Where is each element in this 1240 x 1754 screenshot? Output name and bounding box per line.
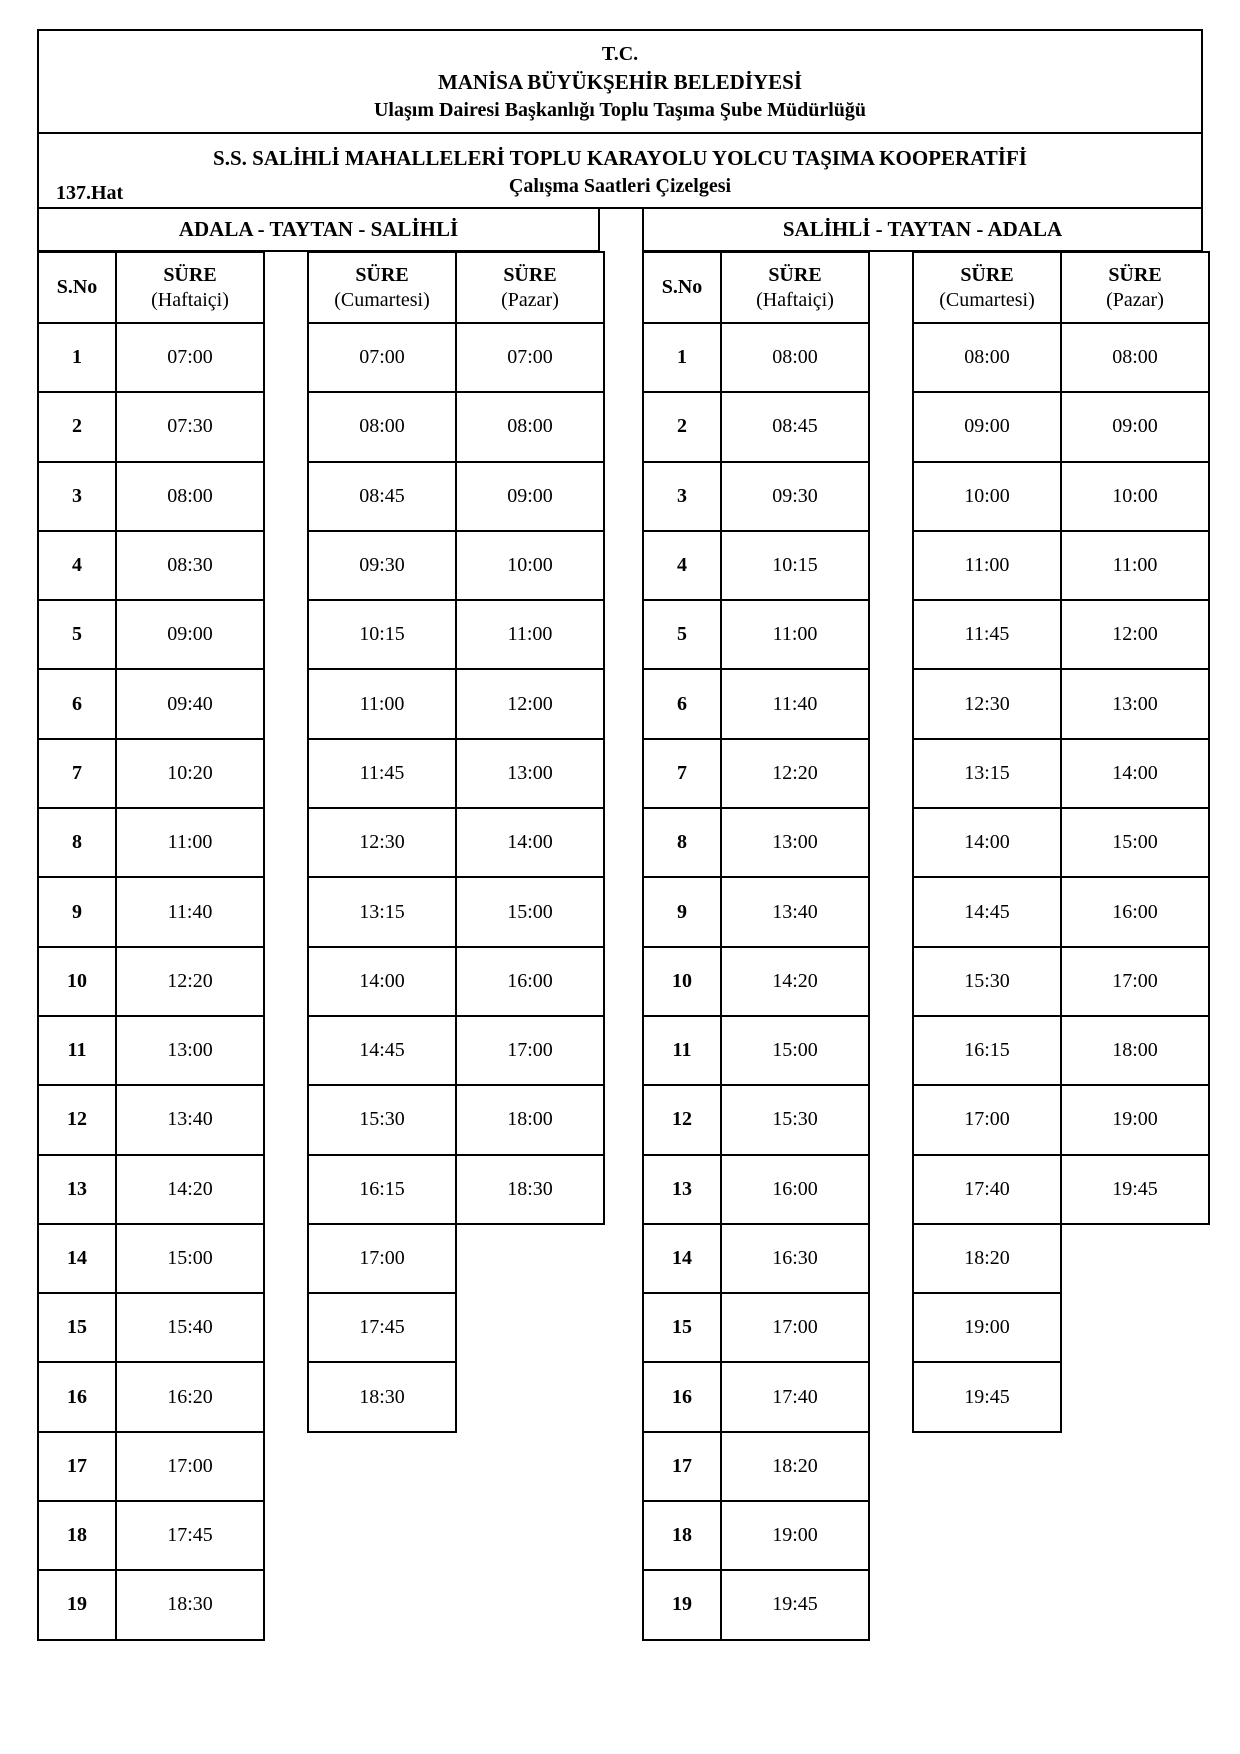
- weekday-time: 07:30: [116, 392, 264, 461]
- table-row: [38, 1501, 604, 1570]
- weekday-time: 08:45: [721, 392, 869, 461]
- row-number: 6: [643, 669, 721, 738]
- weekday-time: 17:40: [721, 1362, 869, 1431]
- row-number: 12: [643, 1085, 721, 1154]
- column-gap: [869, 252, 913, 323]
- column-head-sno: S.No: [643, 252, 721, 323]
- weekday-time: 12:20: [721, 739, 869, 808]
- empty-cell: [1061, 1570, 1209, 1639]
- weekday-time: 19:00: [721, 1501, 869, 1570]
- weekday-time: 13:40: [721, 877, 869, 946]
- column-gap: [264, 531, 308, 600]
- empty-cell: [308, 1432, 456, 1501]
- column-head-day: (Pazar): [1106, 288, 1164, 311]
- column-head-day: (Haftaiçi): [151, 288, 229, 311]
- column-gap: [264, 323, 308, 392]
- column-head-sure: SÜRE: [768, 263, 822, 286]
- column-gap: [869, 1501, 913, 1570]
- sunday-time: 15:00: [1061, 808, 1209, 877]
- empty-cell: [456, 1501, 604, 1570]
- weekday-time: 17:00: [721, 1293, 869, 1362]
- table-row: [643, 323, 1209, 392]
- weekday-time: 10:20: [116, 739, 264, 808]
- table-row: [38, 1224, 604, 1293]
- column-gap: [264, 1085, 308, 1154]
- column-gap: [264, 1501, 308, 1570]
- table-row: [643, 1570, 1209, 1639]
- sunday-time: 14:00: [1061, 739, 1209, 808]
- table-row: [38, 1293, 604, 1362]
- column-head-day: (Cumartesi): [334, 288, 430, 311]
- table-row: [38, 808, 604, 877]
- column-head-sure: SÜRE: [960, 263, 1014, 286]
- row-number: 7: [38, 739, 116, 808]
- column-head-weekday: [116, 252, 264, 323]
- row-number: 6: [38, 669, 116, 738]
- column-head-sure: SÜRE: [355, 263, 409, 286]
- weekday-time: 14:20: [721, 947, 869, 1016]
- empty-cell: [456, 1432, 604, 1501]
- row-number: 5: [643, 600, 721, 669]
- saturday-time: 11:45: [308, 739, 456, 808]
- weekday-time: 15:00: [116, 1224, 264, 1293]
- saturday-time: 11:00: [913, 531, 1061, 600]
- table-row: [38, 1085, 604, 1154]
- empty-cell: [1061, 1224, 1209, 1293]
- row-number: 17: [38, 1432, 116, 1501]
- weekday-time: 09:40: [116, 669, 264, 738]
- table-row: [38, 600, 604, 669]
- sunday-time: 10:00: [456, 531, 604, 600]
- weekday-time: 09:00: [116, 600, 264, 669]
- table-header-row: [38, 252, 604, 323]
- table-row: [643, 1155, 1209, 1224]
- row-number: 16: [643, 1362, 721, 1431]
- row-number: 8: [643, 808, 721, 877]
- column-head-saturday: [913, 252, 1061, 323]
- column-gap: [264, 600, 308, 669]
- row-number: 19: [643, 1570, 721, 1639]
- column-head-sure: SÜRE: [503, 263, 557, 286]
- table-row: [643, 947, 1209, 1016]
- column-gap: [869, 392, 913, 461]
- row-number: 12: [38, 1085, 116, 1154]
- column-gap: [869, 877, 913, 946]
- weekday-time: 17:45: [116, 1501, 264, 1570]
- column-gap: [869, 1570, 913, 1639]
- weekday-time: 15:00: [721, 1016, 869, 1085]
- saturday-time: 07:00: [308, 323, 456, 392]
- weekday-time: 08:30: [116, 531, 264, 600]
- sunday-time: 17:00: [1061, 947, 1209, 1016]
- saturday-time: 09:30: [308, 531, 456, 600]
- column-gap: [869, 600, 913, 669]
- table-row: [643, 462, 1209, 531]
- empty-cell: [456, 1224, 604, 1293]
- sunday-time: 17:00: [456, 1016, 604, 1085]
- table-row: [38, 1362, 604, 1431]
- empty-cell: [456, 1362, 604, 1431]
- row-number: 3: [38, 462, 116, 531]
- row-number: 15: [38, 1293, 116, 1362]
- empty-cell: [1061, 1501, 1209, 1570]
- table-row: [38, 669, 604, 738]
- column-head-sunday: [456, 252, 604, 323]
- column-gap: [264, 1570, 308, 1639]
- saturday-time: 11:45: [913, 600, 1061, 669]
- column-gap: [869, 947, 913, 1016]
- header-line-3: Ulaşım Dairesi Başkanlığı Toplu Taşıma Şube Müdürlüğü: [373, 99, 867, 121]
- column-gap: [264, 1293, 308, 1362]
- saturday-time: 10:00: [913, 462, 1061, 531]
- saturday-time: 17:00: [308, 1224, 456, 1293]
- sunday-time: 19:45: [1061, 1155, 1209, 1224]
- sunday-time: 19:00: [1061, 1085, 1209, 1154]
- table-row: [643, 600, 1209, 669]
- empty-cell: [913, 1432, 1061, 1501]
- cooperative-title: S.S. SALİHLİ MAHALLELERİ TOPLU KARAYOLU YOLCU TAŞIMA KOOPERATİFİ: [213, 146, 1027, 170]
- table-row: [643, 1362, 1209, 1431]
- row-number: 9: [643, 877, 721, 946]
- row-number: 11: [38, 1016, 116, 1085]
- saturday-time: 14:00: [913, 808, 1061, 877]
- schedule-title: Çalışma Saatleri Çizelgesi: [508, 175, 732, 197]
- row-number: 2: [38, 392, 116, 461]
- column-gap: [264, 808, 308, 877]
- row-number: 14: [643, 1224, 721, 1293]
- table-row: [38, 531, 604, 600]
- row-number: 16: [38, 1362, 116, 1431]
- column-head-sunday: [1061, 252, 1209, 323]
- empty-cell: [308, 1570, 456, 1639]
- table-row: [643, 1016, 1209, 1085]
- sunday-time: 07:00: [456, 323, 604, 392]
- table-row: [643, 1293, 1209, 1362]
- column-gap: [869, 808, 913, 877]
- row-number: 5: [38, 600, 116, 669]
- table-row: [38, 1432, 604, 1501]
- row-number: 17: [643, 1432, 721, 1501]
- saturday-time: 19:45: [913, 1362, 1061, 1431]
- schedule-table-left: [37, 251, 605, 1641]
- sunday-time: 18:30: [456, 1155, 604, 1224]
- row-number: 11: [643, 1016, 721, 1085]
- table-row: [643, 1501, 1209, 1570]
- row-number: 10: [643, 947, 721, 1016]
- sunday-time: 12:00: [456, 669, 604, 738]
- table-row: [38, 1570, 604, 1639]
- weekday-time: 15:30: [721, 1085, 869, 1154]
- table-row: [38, 1016, 604, 1085]
- saturday-time: 14:45: [913, 877, 1061, 946]
- empty-cell: [1061, 1432, 1209, 1501]
- empty-cell: [913, 1570, 1061, 1639]
- row-number: 3: [643, 462, 721, 531]
- weekday-time: 13:00: [721, 808, 869, 877]
- table-row: [643, 739, 1209, 808]
- saturday-time: 10:15: [308, 600, 456, 669]
- column-gap: [264, 392, 308, 461]
- weekday-time: 11:40: [116, 877, 264, 946]
- saturday-time: 13:15: [913, 739, 1061, 808]
- row-number: 2: [643, 392, 721, 461]
- schedule-table-right: [642, 251, 1210, 1641]
- column-gap: [264, 1016, 308, 1085]
- column-head-saturday: [308, 252, 456, 323]
- column-gap: [264, 252, 308, 323]
- sunday-time: 10:00: [1061, 462, 1209, 531]
- row-number: 9: [38, 877, 116, 946]
- column-gap: [869, 1224, 913, 1293]
- line-number: 137.Hat: [56, 182, 124, 204]
- weekday-time: 16:20: [116, 1362, 264, 1431]
- saturday-time: 13:15: [308, 877, 456, 946]
- sunday-time: 12:00: [1061, 600, 1209, 669]
- column-head-sure: SÜRE: [163, 263, 217, 286]
- column-head-day: (Haftaiçi): [756, 288, 834, 311]
- row-number: 19: [38, 1570, 116, 1639]
- row-number: 14: [38, 1224, 116, 1293]
- subheader-box: [37, 132, 1203, 209]
- column-gap: [264, 739, 308, 808]
- column-gap: [869, 1432, 913, 1501]
- sunday-time: 16:00: [1061, 877, 1209, 946]
- route-title-left: ADALA - TAYTAN - SALİHLİ: [37, 207, 600, 252]
- column-head-day: (Cumartesi): [939, 288, 1035, 311]
- row-number: 4: [38, 531, 116, 600]
- row-number: 8: [38, 808, 116, 877]
- weekday-time: 17:00: [116, 1432, 264, 1501]
- empty-cell: [1061, 1362, 1209, 1431]
- sunday-time: 18:00: [1061, 1016, 1209, 1085]
- table-row: [38, 947, 604, 1016]
- sunday-time: 09:00: [1061, 392, 1209, 461]
- column-gap: [869, 1016, 913, 1085]
- saturday-time: 16:15: [913, 1016, 1061, 1085]
- saturday-time: 19:00: [913, 1293, 1061, 1362]
- weekday-time: 12:20: [116, 947, 264, 1016]
- sunday-time: 09:00: [456, 462, 604, 531]
- sunday-time: 13:00: [456, 739, 604, 808]
- weekday-time: 16:00: [721, 1155, 869, 1224]
- saturday-time: 17:45: [308, 1293, 456, 1362]
- table-row: [643, 1224, 1209, 1293]
- row-number: 1: [38, 323, 116, 392]
- weekday-time: 14:20: [116, 1155, 264, 1224]
- column-gap: [869, 323, 913, 392]
- saturday-time: 12:30: [308, 808, 456, 877]
- route-title-right: SALİHLİ - TAYTAN - ADALA: [642, 207, 1203, 252]
- row-number: 13: [643, 1155, 721, 1224]
- saturday-time: 18:30: [308, 1362, 456, 1431]
- column-gap: [869, 1293, 913, 1362]
- weekday-time: 11:00: [116, 808, 264, 877]
- weekday-time: 08:00: [116, 462, 264, 531]
- header-line-2: MANİSA BÜYÜKŞEHİR BELEDİYESİ: [437, 70, 803, 94]
- sunday-time: 15:00: [456, 877, 604, 946]
- column-gap: [869, 462, 913, 531]
- column-gap: [869, 531, 913, 600]
- column-gap: [264, 1362, 308, 1431]
- weekday-time: 18:30: [116, 1570, 264, 1639]
- saturday-time: 15:30: [308, 1085, 456, 1154]
- sunday-time: 11:00: [456, 600, 604, 669]
- weekday-time: 18:20: [721, 1432, 869, 1501]
- table-row: [643, 1432, 1209, 1501]
- table-row: [38, 739, 604, 808]
- column-gap: [264, 1224, 308, 1293]
- table-row: [643, 392, 1209, 461]
- saturday-time: 15:30: [913, 947, 1061, 1016]
- empty-cell: [456, 1293, 604, 1362]
- saturday-time: 14:00: [308, 947, 456, 1016]
- column-head-sno: S.No: [38, 252, 116, 323]
- row-number: 13: [38, 1155, 116, 1224]
- table-row: [643, 1085, 1209, 1154]
- saturday-time: 16:15: [308, 1155, 456, 1224]
- weekday-time: 08:00: [721, 323, 869, 392]
- saturday-time: 08:00: [308, 392, 456, 461]
- column-gap: [264, 1432, 308, 1501]
- header-box: [37, 29, 1203, 134]
- saturday-time: 11:00: [308, 669, 456, 738]
- weekday-time: 11:00: [721, 600, 869, 669]
- column-gap: [869, 1362, 913, 1431]
- empty-cell: [1061, 1293, 1209, 1362]
- saturday-time: 09:00: [913, 392, 1061, 461]
- row-number: 4: [643, 531, 721, 600]
- saturday-time: 08:45: [308, 462, 456, 531]
- row-number: 18: [38, 1501, 116, 1570]
- column-head-day: (Pazar): [501, 288, 559, 311]
- table-row: [643, 808, 1209, 877]
- saturday-time: 14:45: [308, 1016, 456, 1085]
- column-gap: [264, 877, 308, 946]
- table-row: [38, 392, 604, 461]
- weekday-time: 13:00: [116, 1016, 264, 1085]
- weekday-time: 07:00: [116, 323, 264, 392]
- row-number: 18: [643, 1501, 721, 1570]
- column-gap: [869, 1085, 913, 1154]
- weekday-time: 13:40: [116, 1085, 264, 1154]
- sunday-time: 16:00: [456, 947, 604, 1016]
- weekday-time: 16:30: [721, 1224, 869, 1293]
- weekday-time: 09:30: [721, 462, 869, 531]
- table-row: [38, 877, 604, 946]
- table-row: [38, 1155, 604, 1224]
- column-gap: [264, 1155, 308, 1224]
- column-gap: [869, 669, 913, 738]
- table-row: [38, 462, 604, 531]
- weekday-time: 11:40: [721, 669, 869, 738]
- header-line-1: T.C.: [601, 43, 639, 65]
- row-number: 7: [643, 739, 721, 808]
- column-gap: [264, 669, 308, 738]
- saturday-time: 17:00: [913, 1085, 1061, 1154]
- saturday-time: 12:30: [913, 669, 1061, 738]
- column-gap: [869, 1155, 913, 1224]
- saturday-time: 08:00: [913, 323, 1061, 392]
- table-row: [643, 531, 1209, 600]
- weekday-time: 19:45: [721, 1570, 869, 1639]
- weekday-time: 15:40: [116, 1293, 264, 1362]
- row-number: 15: [643, 1293, 721, 1362]
- column-head-sure: SÜRE: [1108, 263, 1162, 286]
- weekday-time: 10:15: [721, 531, 869, 600]
- column-gap: [264, 462, 308, 531]
- column-head-weekday: [721, 252, 869, 323]
- table-row: [643, 669, 1209, 738]
- saturday-time: 17:40: [913, 1155, 1061, 1224]
- table-header-row: [643, 252, 1209, 323]
- sunday-time: 13:00: [1061, 669, 1209, 738]
- sunday-time: 08:00: [1061, 323, 1209, 392]
- sunday-time: 11:00: [1061, 531, 1209, 600]
- table-row: [643, 877, 1209, 946]
- row-number: 1: [643, 323, 721, 392]
- table-row: [38, 323, 604, 392]
- column-gap: [869, 739, 913, 808]
- empty-cell: [308, 1501, 456, 1570]
- sunday-time: 14:00: [456, 808, 604, 877]
- sunday-time: 18:00: [456, 1085, 604, 1154]
- empty-cell: [913, 1501, 1061, 1570]
- saturday-time: 18:20: [913, 1224, 1061, 1293]
- sunday-time: 08:00: [456, 392, 604, 461]
- column-gap: [264, 947, 308, 1016]
- row-number: 10: [38, 947, 116, 1016]
- empty-cell: [456, 1570, 604, 1639]
